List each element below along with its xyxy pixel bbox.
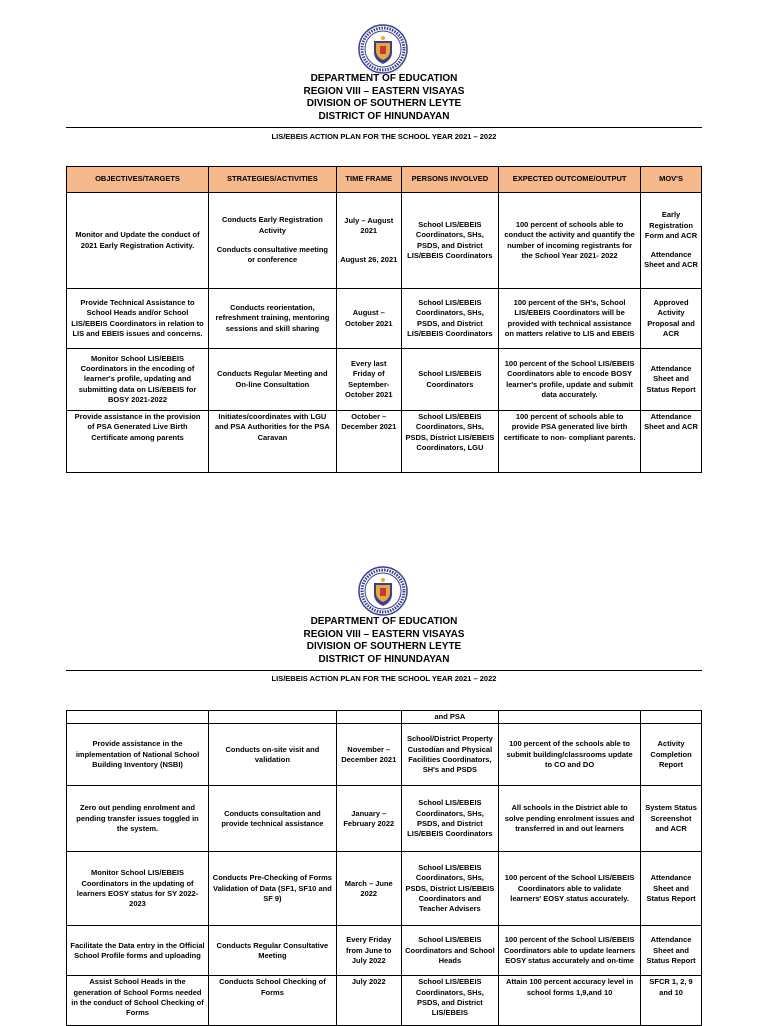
objective-cell: Provide assistance in the provision of PSA Generated Live Birth Certificate among parents: [67, 411, 209, 473]
persons-cell: School/District Property Custodian and Physical Facilities Coordinators, SH's and PSDS: [401, 724, 498, 786]
mov-cell: SFCR 1, 2, 9 and 10: [641, 976, 702, 1026]
strategy-text: Conducts Early Registration Activity: [221, 215, 323, 235]
document-header: [0, 73, 768, 123]
objective-cell: Provide Technical Assistance to School Heads and/or School LIS/EBEIS Coordinators in relation to LIS and EBEIS issues and concerns.: [67, 289, 209, 349]
table-row: [67, 786, 702, 852]
column-header: MOV'S: [641, 167, 702, 193]
deped-seal-icon: [358, 24, 408, 74]
deped-seal-icon: [358, 566, 408, 616]
strategy-cell: Initiates/coordinates with LGU and PSA Authorities for the PSA Caravan: [209, 411, 337, 473]
objective-cell: Monitor School LIS/EBEIS Coordinators in the encoding of learner's profile, updating and submitting data on LIS/EBEIS for BOSY 2021-2022: [67, 349, 209, 411]
outcome-cell: All schools in the District able to solve pending enrolment issues and transferred in and out learners: [499, 786, 641, 852]
objective-cell: Zero out pending enrolment and pending transfer issues toggled in the system.: [67, 786, 209, 852]
time-frame-cell: October – December 2021: [336, 411, 401, 473]
division-name: DIVISION OF SOUTHERN LEYTE: [306, 98, 462, 109]
persons-cell: School LIS/EBEIS Coordinators, SHs, PSDS, District LIS/EBEIS Coordinators, LGU: [401, 411, 498, 473]
strategy-cell: Conducts reorientation, refreshment training, mentoring sessions and skill sharing: [209, 289, 337, 349]
region-name: REGION VIII – EASTERN VISAYAS: [303, 85, 465, 97]
table-row: [67, 852, 702, 926]
column-header: STRATEGIES/ACTIVITIES: [209, 167, 337, 193]
plan-title: LIS/EBEIS ACTION PLAN FOR THE SCHOOL YEAR 2021 – 2022: [271, 132, 497, 141]
time-frame-text: July – August 2021: [344, 216, 394, 236]
outcome-cell: 100 percent of the schools able to submit building/classrooms update to CO and DO: [499, 724, 641, 786]
mov-cell: Attendance Sheet and ACR: [641, 411, 702, 473]
strategy-cell: Conducts consultation and provide technical assistance: [209, 786, 337, 852]
outcome-cell: 100 percent of the School LIS/EBEIS Coordinators able to encode BOSY learner's profile, update and submit data accurately.: [499, 349, 641, 411]
outcome-cell: Attain 100 percent accuracy level in school forms 1,9,and 10: [499, 976, 641, 1026]
objective-cell: Facilitate the Data entry in the Official School Profile forms and uploading: [67, 926, 209, 976]
persons-cell: School LIS/EBEIS Coordinators, SHs, PSDS, and District LIS/EBEIS: [401, 976, 498, 1026]
mov-cell: Approved Activity Proposal and ACR: [641, 289, 702, 349]
strategy-cell: Conducts Pre-Checking of Forms Validation of Data (SF1, SF10 and SF 9): [209, 852, 337, 926]
document-page-2: [0, 540, 768, 1024]
outcome-cell: 100 percent of the School LIS/EBEIS Coordinators able to update learners EOSY status accurately and on-time: [499, 926, 641, 976]
time-frame-text: August 26, 2021: [340, 254, 398, 264]
department-name: DEPARTMENT OF EDUCATION: [310, 616, 458, 627]
time-frame-cell: July 2022: [336, 976, 401, 1026]
table-row: [67, 193, 702, 289]
time-frame-cell: Every Friday from June to July 2022: [336, 926, 401, 976]
action-plan-table: [66, 710, 702, 1026]
column-header: OBJECTIVES/TARGETS: [67, 167, 209, 193]
persons-cell: and PSA: [401, 711, 498, 724]
time-frame-cell: March – June 2022: [336, 852, 401, 926]
strategy-text: Conducts consultative meeting or conference: [216, 245, 329, 265]
table-row: [67, 711, 702, 724]
objective-cell: Assist School Heads in the generation of School Forms needed in the conduct of School Checking of Forms: [67, 976, 209, 1026]
time-frame-cell: August – October 2021: [336, 289, 401, 349]
mov-text: Early Registration Form and ACR: [644, 210, 698, 240]
table-row: [67, 976, 702, 1026]
district-name: DISTRICT OF HINUNDAYAN: [318, 110, 450, 122]
mov-cell: [641, 193, 702, 289]
column-header: TIME FRAME: [336, 167, 401, 193]
strategy-cell: Conducts Regular Meeting and On-line Consultation: [209, 349, 337, 411]
persons-cell: School LIS/EBEIS Coordinators, SHs, PSDS, and District LIS/EBEIS Coordinators: [401, 786, 498, 852]
plan-title: LIS/EBEIS ACTION PLAN FOR THE SCHOOL YEAR 2021 – 2022: [271, 674, 497, 683]
objective-cell: Monitor and Update the conduct of 2021 Early Registration Activity.: [67, 193, 209, 289]
strategy-cell: Conducts School Checking of Forms: [209, 976, 337, 1026]
table-row: [67, 289, 702, 349]
table-row: [67, 926, 702, 976]
time-frame-cell: January – February 2022: [336, 786, 401, 852]
time-frame-cell: Every last Friday of September- October 2021: [336, 349, 401, 411]
outcome-cell: 100 percent of the School LIS/EBEIS Coordinators able to validate learners' EOSY status accurately.: [499, 852, 641, 926]
mov-cell: Activity Completion Report: [641, 724, 702, 786]
persons-cell: School LIS/EBEIS Coordinators and School Heads: [401, 926, 498, 976]
persons-cell: School LIS/EBEIS Coordinators, SHs, PSDS, District LIS/EBEIS Coordinators and Teacher Advisers: [401, 852, 498, 926]
action-plan-table: [66, 166, 702, 473]
table-row: [67, 349, 702, 411]
persons-cell: School LIS/EBEIS Coordinators, SHs, PSDS, and District LIS/EBEIS Coordinators: [401, 193, 498, 289]
outcome-cell: 100 percent of schools able to provide PSA generated live birth certificate to non- compliant parents.: [499, 411, 641, 473]
mov-cell: Attendance Sheet and Status Report: [641, 349, 702, 411]
strategy-cell: Conducts on-site visit and validation: [209, 724, 337, 786]
mov-cell: Attendance Sheet and Status Report: [641, 852, 702, 926]
strategy-cell: Conducts Regular Consultative Meeting: [209, 926, 337, 976]
mov-cell: System Status Screenshot and ACR: [641, 786, 702, 852]
table-row: [67, 411, 702, 473]
time-frame-cell: November – December 2021: [336, 724, 401, 786]
document-header: [0, 616, 768, 666]
time-frame-cell: [336, 193, 401, 289]
objective-cell: Provide assistance in the implementation of National School Building Inventory (NSBI): [67, 724, 209, 786]
persons-cell: School LIS/EBEIS Coordinators, SHs, PSDS, and District LIS/EBEIS Coordinators: [401, 289, 498, 349]
document-page-1: [0, 0, 768, 500]
department-name: DEPARTMENT OF EDUCATION: [310, 73, 458, 84]
table-header-row: [67, 167, 702, 193]
column-header: PERSONS INVOLVED: [401, 167, 498, 193]
column-header: EXPECTED OUTCOME/OUTPUT: [499, 167, 641, 193]
district-name: DISTRICT OF HINUNDAYAN: [318, 653, 450, 665]
persons-cell: School LIS/EBEIS Coordinators: [401, 349, 498, 411]
table-row: [67, 724, 702, 786]
outcome-cell: 100 percent of schools able to conduct the activity and quantify the number of incoming registrants for the School Year 2021- 2022: [499, 193, 641, 289]
objective-cell: Monitor School LIS/EBEIS Coordinators in the updating of learners EOSY status for SY 2022-2023: [67, 852, 209, 926]
outcome-cell: 100 percent of the SH's, School LIS/EBEIS Coordinators will be provided with technical assistance on matters relative to LIS and EBEIS: [499, 289, 641, 349]
mov-cell: Attendance Sheet and Status Report: [641, 926, 702, 976]
header-divider: [66, 127, 702, 128]
division-name: DIVISION OF SOUTHERN LEYTE: [306, 641, 462, 652]
region-name: REGION VIII – EASTERN VISAYAS: [303, 628, 465, 640]
mov-text: Attendance Sheet and ACR: [644, 250, 698, 270]
strategy-cell: [209, 193, 337, 289]
header-divider: [66, 670, 702, 671]
